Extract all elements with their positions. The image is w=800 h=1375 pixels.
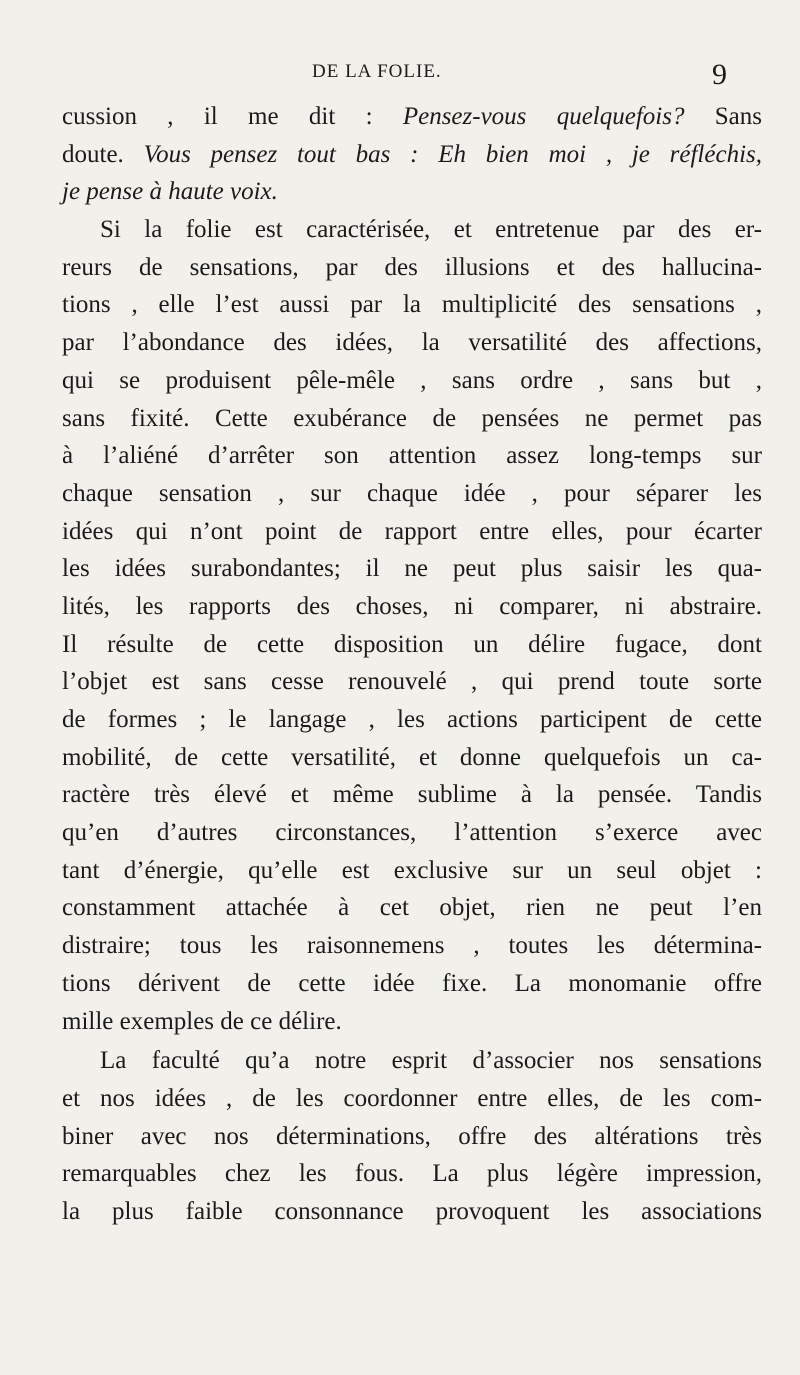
text-line: tions dérivent de cette idée fixe. La monomanie offre (62, 969, 762, 997)
text-line: qu’en d’autres circonstances, l’attention s’exerce avec (62, 819, 762, 847)
text-line: sans fixité. Cette exubérance de pensées ne permet pas (62, 404, 762, 432)
text-run: doute. (62, 140, 144, 168)
text-line: les idées surabondantes; il ne peut plus saisir les qua- (62, 555, 762, 583)
text-line: biner avec nos déterminations, offre des altérations très (62, 1122, 762, 1150)
text-line: lités, les rapports des choses, ni comparer, ni abstraire. (62, 592, 762, 620)
text-line: La faculté qu’a notre esprit d’associer nos sensations (100, 1047, 762, 1075)
text-line: à l’aliéné d’arrêter son attention assez long-temps sur (62, 442, 762, 470)
text-line: par l’abondance des idées, la versatilité des affections, (62, 329, 762, 357)
text-line: ractère très élevé et même sublime à la pensée. Tandis (62, 781, 762, 809)
page-number: 9 (712, 58, 727, 91)
text-line: et nos idées , de les coordonner entre elles, de les com- (62, 1084, 762, 1112)
text-line: Il résulte de cette disposition un délire fugace, dont (62, 630, 762, 658)
italic-run: Vous pensez tout bas : Eh bien moi , je réfléchis, (143, 140, 762, 168)
text-line: mobilité, de cette versatilité, et donne quelquefois un ca- (62, 743, 762, 771)
text-run: cussion , il me dit : (62, 103, 403, 130)
text-line: reurs de sensations, par des illusions et des hallucina- (62, 253, 762, 281)
text-line: tant d’énergie, qu’elle est exclusive sur un seul objet : (62, 856, 762, 884)
text-line: chaque sensation , sur chaque idée , pour séparer les (62, 479, 762, 507)
body-text (62, 98, 762, 1231)
italic-run: Pensez-vous quelquefois? (402, 103, 685, 130)
text-line: tions , elle l’est aussi par la multiplicité des sensations , (62, 291, 762, 319)
text-run: Sans (684, 103, 762, 130)
text-line (62, 98, 762, 136)
text-line: Si la folie est caractérisée, et entretenue par des er- (100, 216, 762, 244)
text-line: qui se produisent pêle-mêle , sans ordre , sans but , (62, 366, 762, 394)
text-line: constamment attachée à cet objet, rien ne peut l’en (62, 894, 762, 922)
text-line: remarquables chez les fous. La plus légère impression, (62, 1160, 762, 1188)
italic-run: je pense à haute voix. (62, 178, 278, 206)
text-line: la plus faible consonnance provoquent les associations (62, 1197, 762, 1225)
text-line (62, 136, 762, 174)
text-line: distraire; tous les raisonnemens , toutes les détermina- (62, 932, 762, 960)
text-line: idées qui n’ont point de rapport entre elles, pour écarter (62, 517, 762, 545)
text-line: de formes ; le langage , les actions participent de cette (62, 706, 762, 733)
text-line: mille exemples de ce délire. (62, 1007, 342, 1035)
running-title: DE LA FOLIE. (312, 61, 442, 82)
text-line (62, 173, 762, 211)
running-head (0, 60, 800, 92)
text-line: l’objet est sans cesse renouvelé , qui prend toute sorte (62, 668, 762, 696)
